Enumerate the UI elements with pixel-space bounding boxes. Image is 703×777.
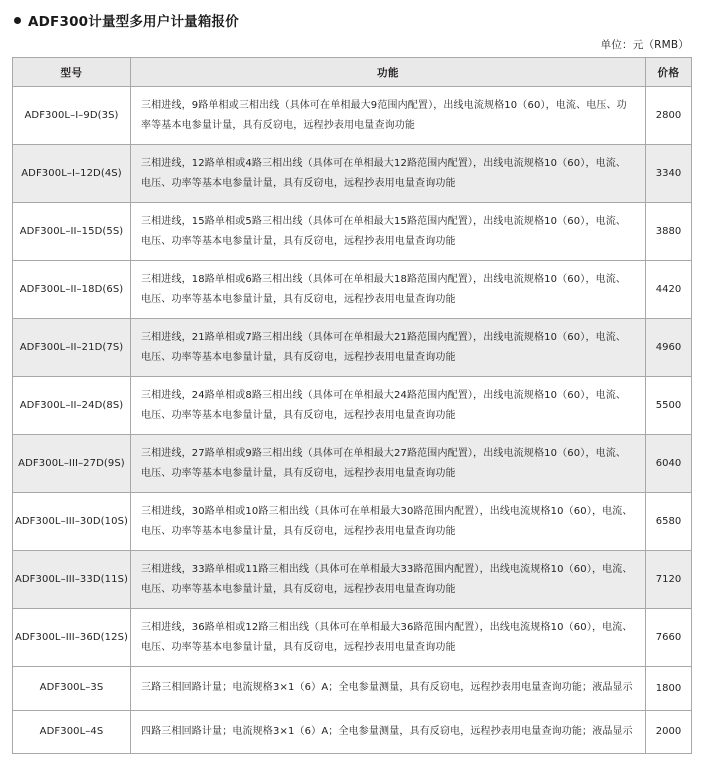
column-header-price: 价格	[646, 58, 692, 87]
cell-model: ADF300L–III–36D(12S)	[13, 609, 131, 667]
table-header-row	[13, 58, 692, 87]
cell-function: 三路三相回路计量；电流规格3×1（6）A；全电参量测量，具有反窃电，远程抄表用电量查询功能；液晶显示	[131, 667, 646, 711]
cell-model: ADF300L–III–33D(11S)	[13, 551, 131, 609]
cell-function: 三相进线，15路单相或5路三相出线（具体可在单相最大15路范围内配置），出线电流规格10（60），电流、电压、功率等基本电参量计量，具有反窃电，远程抄表用电量查询功能	[131, 203, 646, 261]
cell-model: ADF300L–II–21D(7S)	[13, 319, 131, 377]
cell-model: ADF300L–I–9D(3S)	[13, 87, 131, 145]
cell-price: 4960	[646, 319, 692, 377]
cell-function: 三相进线，33路单相或11路三相出线（具体可在单相最大33路范围内配置），出线电流规格10（60），电流、电压、功率等基本电参量计量，具有反窃电，远程抄表用电量查询功能	[131, 551, 646, 609]
unit-note: 单位：元（RMB）	[600, 39, 689, 51]
table-row	[13, 261, 692, 319]
cell-function: 四路三相回路计量；电流规格3×1（6）A；全电参量测量，具有反窃电，远程抄表用电量查询功能；液晶显示	[131, 710, 646, 754]
cell-price: 1800	[646, 667, 692, 711]
cell-function: 三相进线，24路单相或8路三相出线（具体可在单相最大24路范围内配置），出线电流规格10（60），电流、电压、功率等基本电参量计量，具有反窃电，远程抄表用电量查询功能	[131, 377, 646, 435]
table-row	[13, 551, 692, 609]
table-row	[13, 493, 692, 551]
cell-function: 三相进线，9路单相或三相出线（具体可在单相最大9范围内配置），出线电流规格10（60），电流、电压、功率等基本电参量计量，具有反窃电，远程抄表用电量查询功能	[131, 87, 646, 145]
column-header-model: 型号	[13, 58, 131, 87]
cell-model: ADF300L–II–18D(6S)	[13, 261, 131, 319]
cell-model: ADF300L–3S	[13, 667, 131, 711]
table-row	[13, 609, 692, 667]
cell-function: 三相进线，27路单相或9路三相出线（具体可在单相最大27路范围内配置），出线电流规格10（60），电流、电压、功率等基本电参量计量，具有反窃电，远程抄表用电量查询功能	[131, 435, 646, 493]
cell-model: ADF300L–II–15D(5S)	[13, 203, 131, 261]
page-title	[12, 8, 691, 30]
cell-price: 7120	[646, 551, 692, 609]
cell-model: ADF300L–4S	[13, 710, 131, 754]
page-title-text: ADF300计量型多用户计量箱报价	[28, 14, 239, 30]
bullet-icon	[14, 17, 21, 24]
cell-price: 4420	[646, 261, 692, 319]
table-row	[13, 710, 692, 754]
table-row	[13, 435, 692, 493]
cell-price: 6040	[646, 435, 692, 493]
cell-price: 2000	[646, 710, 692, 754]
table-row	[13, 667, 692, 711]
cell-model: ADF300L–III–27D(9S)	[13, 435, 131, 493]
cell-price: 5500	[646, 377, 692, 435]
cell-model: ADF300L–I–12D(4S)	[13, 145, 131, 203]
cell-price: 6580	[646, 493, 692, 551]
cell-function: 三相进线，12路单相或4路三相出线（具体可在单相最大12路范围内配置），出线电流规格10（60），电流、电压、功率等基本电参量计量，具有反窃电，远程抄表用电量查询功能	[131, 145, 646, 203]
table-row	[13, 87, 692, 145]
cell-price: 3340	[646, 145, 692, 203]
cell-function: 三相进线，21路单相或7路三相出线（具体可在单相最大21路范围内配置），出线电流规格10（60），电流、电压、功率等基本电参量计量，具有反窃电，远程抄表用电量查询功能	[131, 319, 646, 377]
table-row	[13, 203, 692, 261]
cell-price: 2800	[646, 87, 692, 145]
price-table-body	[13, 87, 692, 754]
cell-function: 三相进线，30路单相或10路三相出线（具体可在单相最大30路范围内配置），出线电流规格10（60），电流、电压、功率等基本电参量计量，具有反窃电，远程抄表用电量查询功能	[131, 493, 646, 551]
cell-price: 3880	[646, 203, 692, 261]
table-row	[13, 377, 692, 435]
cell-price: 7660	[646, 609, 692, 667]
table-row	[13, 145, 692, 203]
cell-model: ADF300L–II–24D(8S)	[13, 377, 131, 435]
cell-function: 三相进线，36路单相或12路三相出线（具体可在单相最大36路范围内配置），出线电流规格10（60），电流、电压、功率等基本电参量计量，具有反窃电，远程抄表用电量查询功能	[131, 609, 646, 667]
cell-model: ADF300L–III–30D(10S)	[13, 493, 131, 551]
column-header-function: 功能	[131, 58, 646, 87]
price-table	[12, 57, 692, 754]
cell-function: 三相进线，18路单相或6路三相出线（具体可在单相最大18路范围内配置），出线电流规格10（60），电流、电压、功率等基本电参量计量，具有反窃电，远程抄表用电量查询功能	[131, 261, 646, 319]
table-row	[13, 319, 692, 377]
